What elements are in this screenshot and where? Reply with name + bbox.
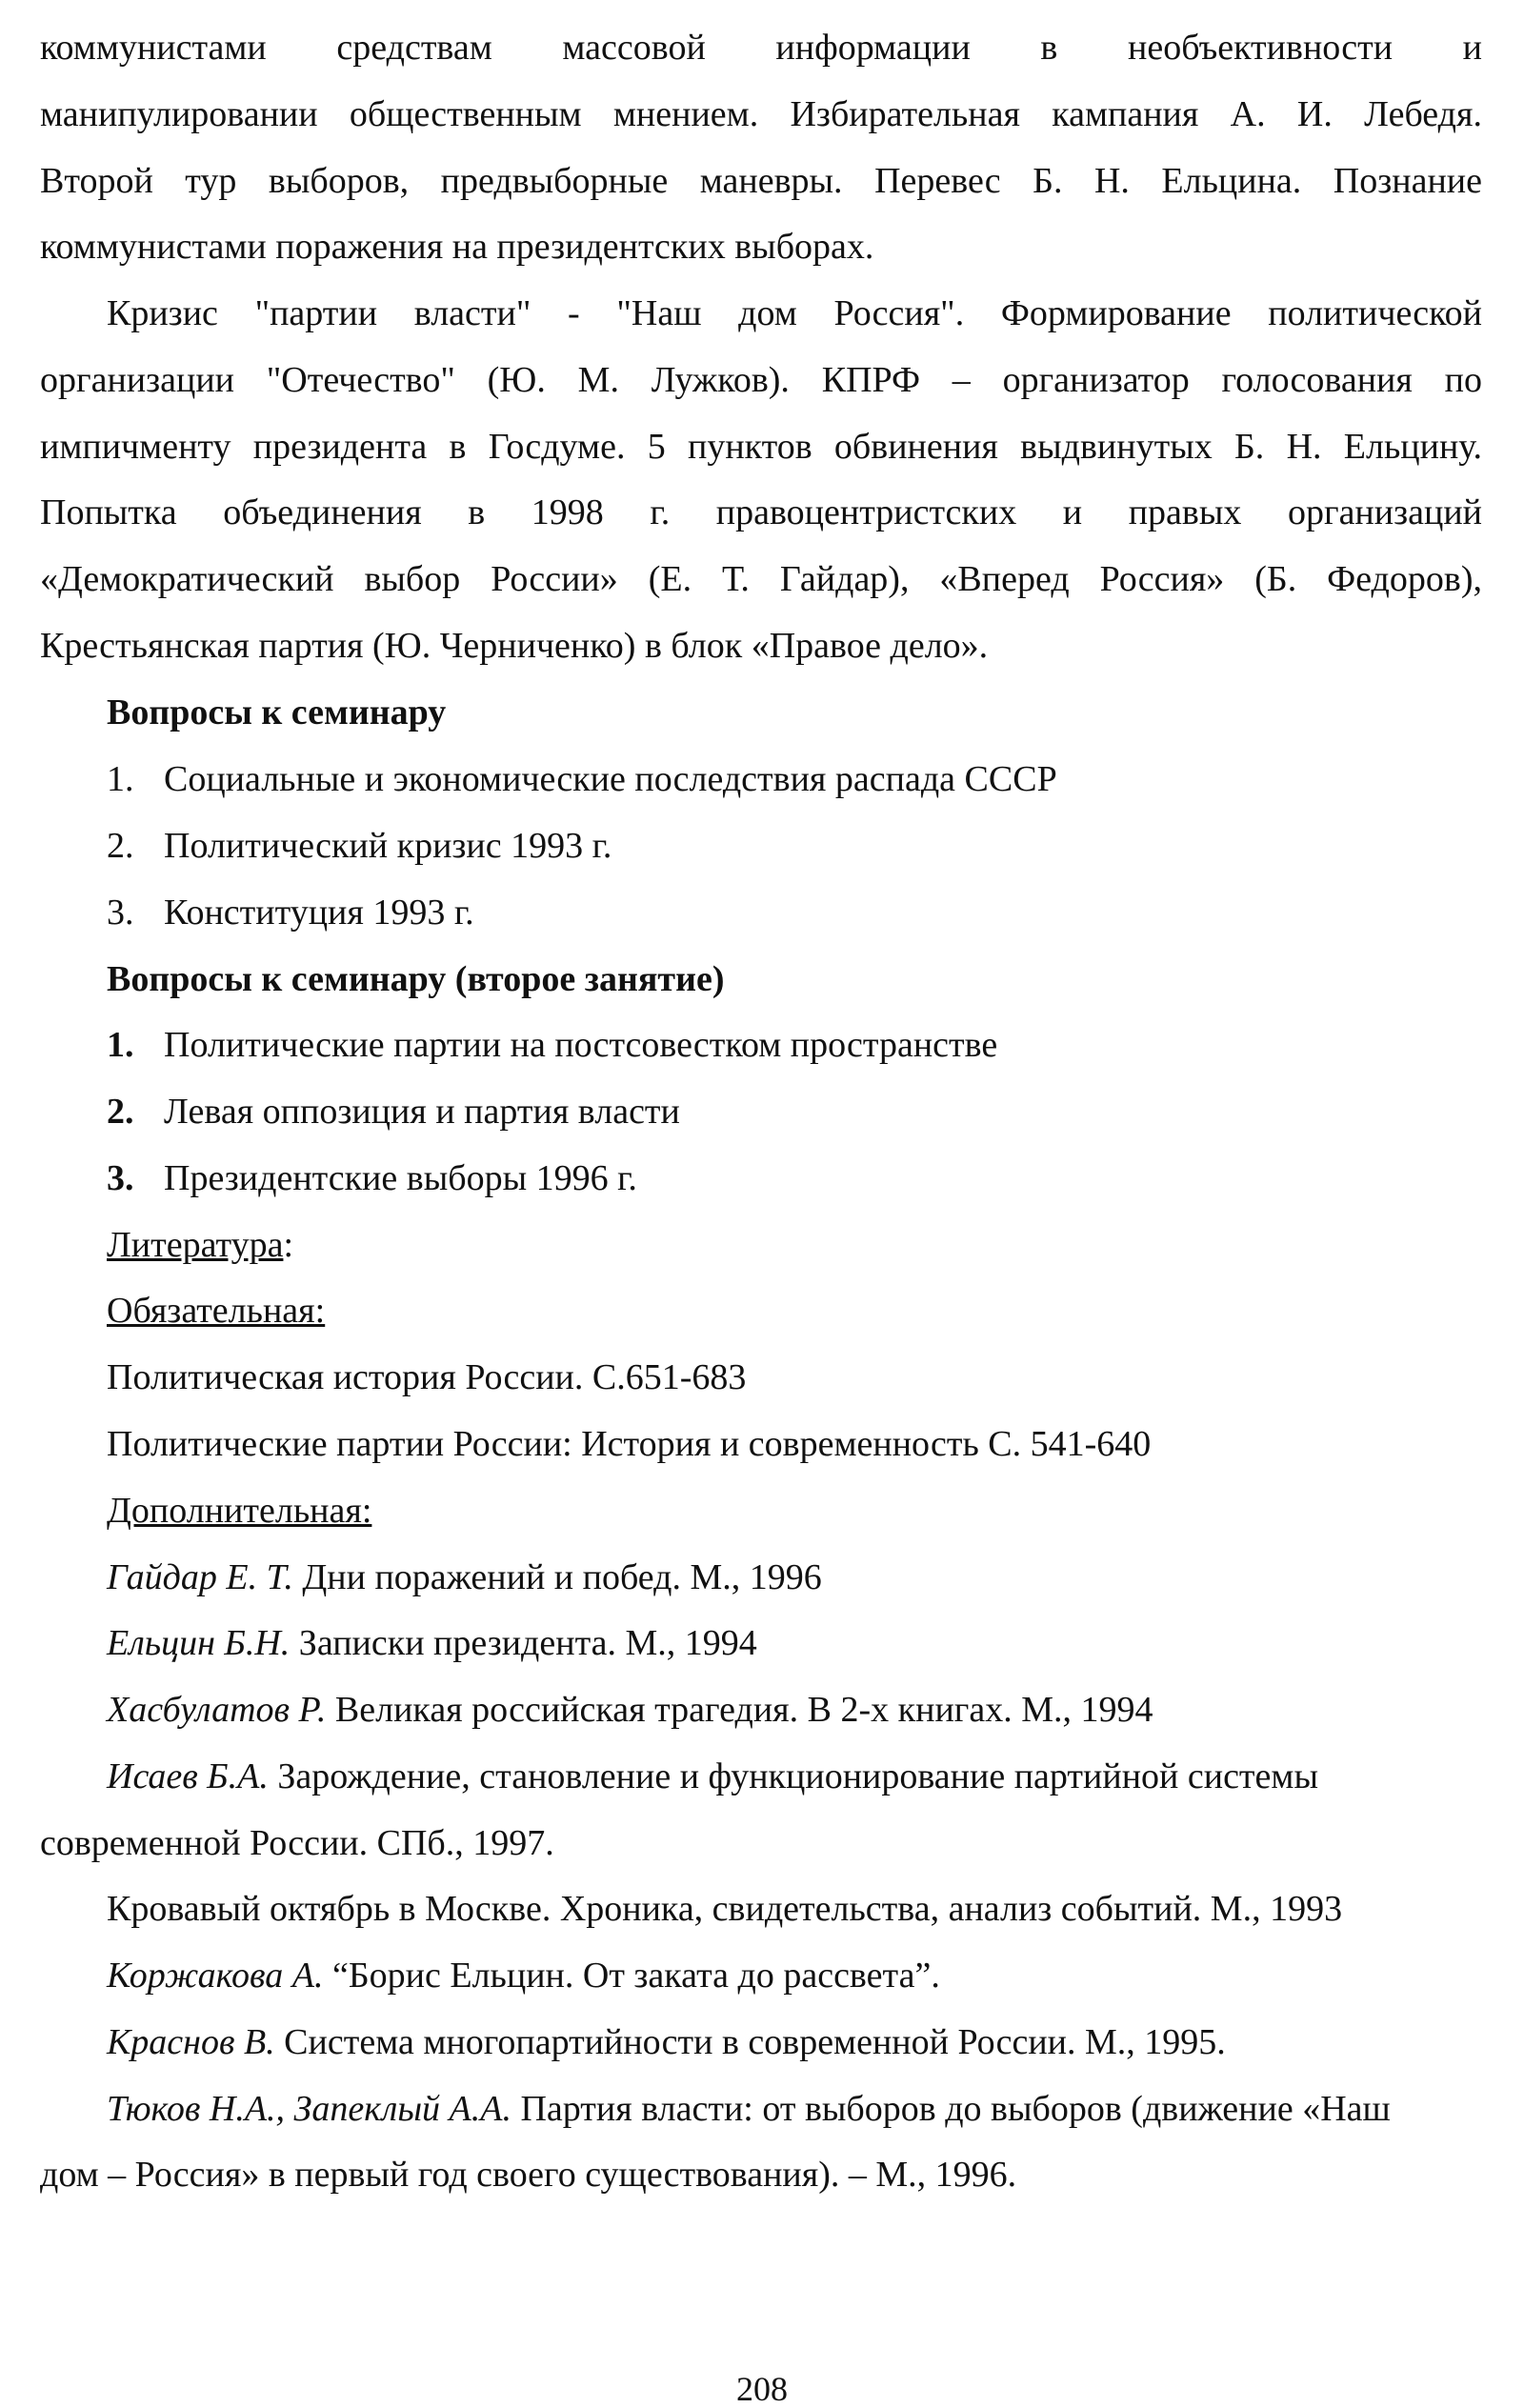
reference-item [107, 2088, 1482, 2130]
literature-label: Литература [107, 1225, 284, 1265]
reference-text: Зарождение, становление и функционирование партийной системы [268, 1756, 1318, 1796]
list-item [107, 825, 1524, 867]
reference-item [107, 1955, 1482, 1997]
reference-text: “Борис Ельцин. От заката до рассвета”. [323, 1956, 940, 1996]
seminar-heading: Вопросы к семинару [107, 692, 447, 732]
list-item [107, 1024, 1524, 1066]
list-text: Политические партии на постсовестком пространстве [164, 1025, 998, 1065]
list-number: 3. [107, 1158, 134, 1198]
list-text: Левая оппозиция и партия власти [164, 1092, 680, 1132]
reference-text: Система многопартийности в современной России. М., 1995. [274, 2022, 1226, 2062]
reference-text: Записки президента. М., 1994 [290, 1623, 757, 1663]
reference-text: Кровавый октябрь в Москве. Хроника, свидетельства, анализ событий. М., 1993 [107, 1889, 1343, 1929]
reference-author: Гайдар Е. Т. [107, 1557, 293, 1597]
reference-author: Исаев Б.А. [107, 1756, 269, 1796]
literature-colon: : [283, 1225, 293, 1265]
reference-continuation: дом – Россия» в первый год своего существования). – М., 1996. [40, 2155, 1017, 2195]
list-text: Социальные и экономические последствия распада СССР [164, 759, 1057, 799]
list-number: 3. [107, 893, 134, 933]
paragraph-line: Кризис "партии власти" - "Наш дом Россия". Формирование политической [107, 293, 1482, 333]
list-number: 2. [107, 826, 134, 866]
list-number: 2. [107, 1092, 134, 1132]
list-item [107, 1157, 1524, 1199]
reference-item [107, 1888, 1482, 1930]
paragraph-line: манипулировании общественным мнением. Избирательная кампания А. И. Лебедя. [40, 94, 1482, 134]
reference-author: Ельцин Б.Н. [107, 1623, 291, 1663]
paragraph-line: коммунистами средствам массовой информации в необъективности и [40, 28, 1482, 68]
reference-author: Краснов В. [107, 2022, 275, 2062]
list-text: Конституция 1993 г. [164, 893, 474, 933]
list-text: Президентские выборы 1996 г. [164, 1158, 637, 1198]
reference-text: Дни поражений и побед. М., 1996 [292, 1557, 822, 1597]
reference-author: Коржакова А. [107, 1956, 324, 1996]
reference-text: Великая российская трагедия. В 2-х книгах. М., 1994 [326, 1690, 1153, 1730]
reference-item: Политическая история России. С.651-683 [107, 1357, 747, 1397]
reference-author: Хасбулатов Р. [107, 1690, 327, 1730]
paragraph-line: коммунистами поражения на президентских выборах. [40, 227, 874, 267]
list-text: Политический кризис 1993 г. [164, 826, 612, 866]
paragraph-line: Второй тур выборов, предвыборные маневры. Перевес Б. Н. Ельцина. Познание [40, 161, 1482, 201]
reference-item [107, 1556, 1482, 1598]
list-item [107, 892, 1524, 933]
literature-heading [107, 1224, 1482, 1266]
reference-item [107, 1756, 1482, 1797]
list-number: 1. [107, 759, 134, 799]
paragraph-line: Крестьянская партия (Ю. Черниченко) в блок «Правое дело». [40, 626, 989, 666]
page-number: 208 [736, 2370, 788, 2408]
reference-item: Политические партии России: История и современность С. 541-640 [107, 1424, 1152, 1464]
reference-item [107, 1689, 1482, 1731]
paragraph-line: импичменту президента в Госдуме. 5 пунктов обвинения выдвинутых Б. Н. Ельцину. [40, 427, 1482, 467]
list-item [107, 758, 1524, 800]
seminar-heading: Вопросы к семинару (второе занятие) [107, 959, 725, 999]
paragraph-line: организации "Отечество" (Ю. М. Лужков). КПРФ – организатор голосования по [40, 360, 1482, 400]
reference-item [107, 2021, 1482, 2063]
reference-item [107, 1622, 1482, 1664]
list-item [107, 1091, 1524, 1133]
reference-author: Тюков Н.А., Запеклый А.А. [107, 2089, 511, 2129]
paragraph-line: Попытка объединения в 1998 г. правоцентристских и правых организаций [40, 492, 1482, 532]
paragraph-line: «Демократический выбор России» (Е. Т. Гайдар), «Вперед Россия» (Б. Федоров), [40, 559, 1482, 599]
required-label: Обязательная: [107, 1291, 326, 1331]
list-number: 1. [107, 1025, 134, 1065]
reference-text: Партия власти: от выборов до выборов (движение «Наш [511, 2089, 1391, 2129]
additional-label: Дополнительная: [107, 1491, 372, 1531]
reference-continuation: современной России. СПб., 1997. [40, 1823, 554, 1863]
